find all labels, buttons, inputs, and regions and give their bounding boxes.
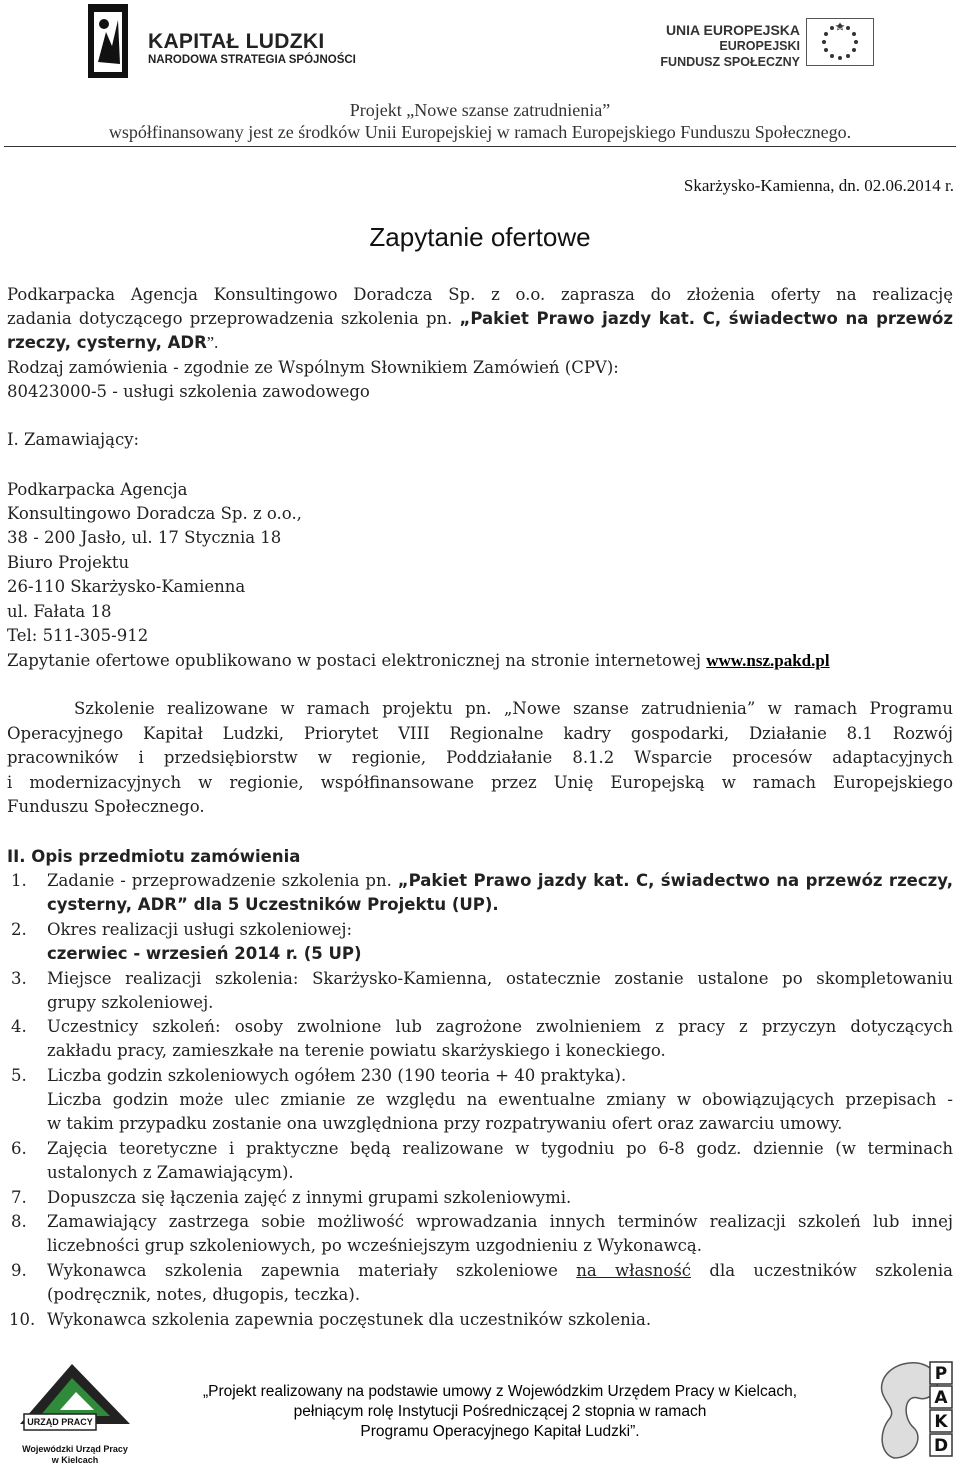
list-item [7, 1015, 953, 1065]
list-item-underlined: na własność [576, 1261, 692, 1280]
section-2-heading: II. Opis przedmiotu zamówienia [7, 847, 301, 866]
list-item-line-3: w takim przypadku zostanie ona uwzględniona przy rozpatrywaniu ofert oraz zawarciu umowy. [47, 1114, 843, 1133]
pakd-letter-a: A [934, 1388, 948, 1408]
list-item-text: Zadanie - przeprowadzenie szkolenia pn. [47, 871, 398, 890]
list-item [7, 1137, 953, 1187]
list-item-line-1: Miejsce realizacji szkolenia: Skarżysko-Kamienna, ostatecznie zostanie ustalone po skompletowaniu [47, 969, 953, 988]
orderer-line-3: 38 - 200 Jasło, ul. 17 Stycznia 18 [7, 528, 282, 547]
footer-line-2: pełniącym rolę Instytucji Pośredniczącej 2 stopnia w ramach [293, 1403, 707, 1420]
intro-quote-close: ”. [206, 333, 219, 352]
footer-line-1: „Projekt realizowany na podstawie umowy z Wojewódzkim Urzędem Pracy w Kielcach, [202, 1383, 798, 1400]
document-date: Skarżysko-Kamienna, dn. 02.06.2014 r. [683, 176, 954, 195]
orderer-line-1: Podkarpacka Agencja [7, 480, 188, 499]
wup-caption-line-2: w Kielcach [51, 1455, 99, 1465]
eu-line-3: FUNDUSZ SPOŁECZNY [660, 55, 800, 69]
wup-caption-line-1: Wojewódzki Urząd Pracy [22, 1444, 128, 1454]
pakd-logo [874, 1358, 956, 1464]
list-item-line-1: Dopuszcza się łączenia zajęć z innymi grupami szkoleniowymi. [47, 1188, 572, 1207]
wup-logo [10, 1356, 140, 1466]
list-item [7, 1259, 953, 1309]
list-item-number: 10. [9, 1310, 36, 1329]
list-item-line-2: liczebności grup szkoleniowych, po wcześniejszym uzgodnieniu z Wykonawcą. [47, 1236, 702, 1255]
eu-flag-icon [806, 18, 874, 66]
pakd-letter-p: P [934, 1364, 948, 1384]
document-title: Zapytanie ofertowe [369, 222, 591, 252]
intro-line-2-text: zadania dotyczącego przeprowadzenia szkolenia pn. [7, 309, 460, 328]
eu-line-2: EUROPEJSKI [719, 39, 800, 53]
intro-line-1: Podkarpacka Agencja Konsultingowo Doradcza Sp. z o.o. zaprasza do złożenia oferty na realizację [7, 285, 953, 304]
orderer-line-5: 26-110 Skarżysko-Kamienna [7, 577, 246, 596]
list-item-line-2: (podręcznik, notes, długopis, teczka). [47, 1285, 361, 1304]
orderer-line-6: ul. Fałata 18 [7, 602, 112, 621]
project-name: Projekt „Nowe szanse zatrudnienia” [349, 100, 611, 120]
intro-training-name-cont: rzeczy, cysterny, ADR [7, 333, 207, 352]
orderer-phone: Tel: 511-305-912 [7, 626, 149, 645]
list-item-line-2: grupy szkoleniowej. [47, 993, 214, 1012]
list-item [7, 967, 953, 1017]
list-item-bold: „Pakiet Prawo jazdy kat. C, świadectwo na przewóz rzeczy, [397, 871, 953, 890]
list-item-number: 5. [11, 1066, 27, 1085]
list-item-line-1: Liczba godzin szkoleniowych ogółem 230 (190 teoria + 40 praktyka). [47, 1066, 627, 1085]
project-para-3: pracowników i przedsiębiorstw w regionie, Poddziałanie 8.1.2 Wsparcie procesów adaptacyjnych [7, 748, 953, 767]
project-para-5: Funduszu Społecznego. [7, 797, 205, 816]
intro-training-name: „Pakiet Prawo jazdy kat. C, świadectwo na przewóz [459, 309, 953, 328]
list-item-number: 7. [11, 1188, 27, 1207]
list-item [7, 869, 953, 919]
footer-note [130, 1382, 870, 1442]
footer-line-3: Programu Operacyjnego Kapitał Ludzki”. [360, 1423, 640, 1440]
list-item-number: 3. [11, 969, 27, 988]
list-item-line-2: cysterny, ADR” dla 5 Uczestników Projektu (UP). [47, 895, 499, 914]
list-item-number: 9. [11, 1261, 27, 1280]
project-funding-note: współfinansowany jest ze środków Unii Europejskiej w ramach Europejskiego Funduszu Społecznego. [108, 122, 852, 142]
list-item [7, 918, 953, 968]
list-item-line-1: Uczestnicy szkoleń: osoby zwolnione lub zagrożone zwolnieniem z pracy z przyczyn dotyczących [47, 1017, 953, 1036]
eu-line-1: UNIA EUROPEJSKA [665, 22, 800, 38]
list-item-line-2: Liczba godzin może ulec zmianie ze względu na ewentualne zmiany w obowiązujących przepisach - [47, 1090, 953, 1109]
published-text: Zapytanie ofertowe opublikowano w postaci elektronicznej na stronie internetowej [7, 651, 707, 670]
intro-cpv-code: 80423000-5 - usługi szkolenia zawodowego [7, 382, 370, 401]
list-item-number: 2. [11, 920, 27, 939]
list-item-text-end: dla uczestników szkolenia [691, 1261, 954, 1280]
list-item-line-1: Zamawiający zastrzega sobie możliwość wprowadzania innych terminów realizacji szkoleń lub innej [47, 1212, 953, 1231]
wup-caption [10, 1444, 140, 1466]
pakd-letter-k: K [934, 1412, 948, 1432]
list-item-line-2: zakładu pracy, zamieszkałe na terenie powiatu skarżyskiego i koneckiego. [47, 1041, 666, 1060]
kapital-ludzki-subtitle: NARODOWA STRATEGIA SPÓJNOŚCI [148, 54, 356, 66]
pakd-letter-d: D [933, 1436, 949, 1456]
orderer-line-2: Konsultingowo Doradcza Sp. z o.o., [7, 504, 302, 523]
wup-badge: URZĄD PRACY [27, 1417, 93, 1427]
website-link[interactable]: www.nsz.pakd.pl [706, 651, 830, 670]
list-item-number: 8. [11, 1212, 27, 1231]
list-item-number: 6. [11, 1139, 27, 1158]
list-item [7, 1308, 953, 1333]
list-item-text: Wykonawca szkolenia zapewnia materiały szkoleniowe [47, 1261, 577, 1280]
list-item [7, 1186, 953, 1211]
list-item-line-1: Zajęcia teoretyczne i praktyczne będą realizowane w tygodniu po 6-8 godz. dziennie (w terminach [47, 1139, 953, 1158]
kapital-ludzki-title: KAPITAŁ LUDZKI [148, 30, 325, 53]
intro-line-3 [7, 331, 953, 355]
list-item-line-2: czerwiec - wrzesień 2014 r. (5 UP) [47, 944, 362, 963]
list-item-line-1: Okres realizacji usługi szkoleniowej: [47, 920, 353, 939]
list-item [7, 1210, 953, 1260]
list-item-line-2: ustalonych z Zamawiającym). [47, 1163, 294, 1182]
list-item-line-1 [47, 1259, 953, 1283]
project-para-2: Operacyjnego Kapitał Ludzki, Priorytet VIII Regionalne kadry gospodarki, Działanie 8.1 Rozwój [7, 724, 953, 743]
list-item [7, 1064, 953, 1139]
published-note [7, 649, 953, 673]
list-item-number: 4. [11, 1017, 27, 1036]
section-1-heading: I. Zamawiający: [7, 430, 140, 449]
header-divider [4, 146, 956, 147]
project-para-4: i modernizacyjnych w regionie, współfinansowane przez Unię Europejską w ramach Europejskiego [7, 773, 953, 792]
list-item-line-1: Wykonawca szkolenia zapewnia poczęstunek dla uczestników szkolenia. [47, 1310, 652, 1329]
eu-logo-text [660, 22, 800, 70]
kapital-ludzki-emblem-icon [86, 2, 146, 80]
list-item-number: 1. [11, 871, 27, 890]
intro-line-2 [7, 307, 953, 331]
orderer-line-4: Biuro Projektu [7, 553, 130, 572]
project-para-1: Szkolenie realizowane w ramach projektu pn. „Nowe szanse zatrudnienia” w ramach Programu [74, 699, 953, 718]
list-item-line-1 [47, 869, 953, 893]
intro-cpv-line: Rodzaj zamówienia - zgodnie ze Wspólnym Słownikiem Zamówień (CPV): [7, 358, 619, 377]
